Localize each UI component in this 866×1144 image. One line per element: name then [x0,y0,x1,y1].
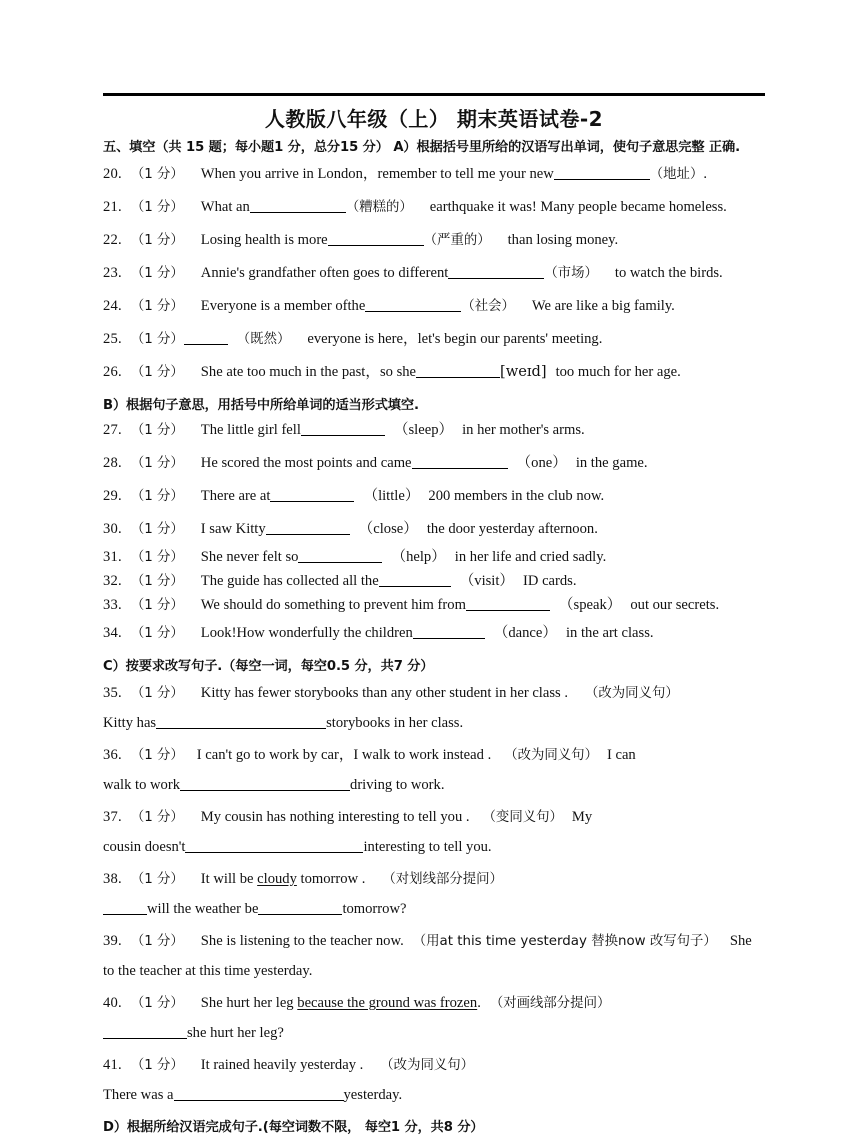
question-41-line2-pre: There was a [103,1087,174,1103]
question-29 [103,486,771,507]
question-32 [103,571,771,592]
question-39-tail: She [729,933,752,949]
question-39-instruction: （用at this time yesterday 替换now 改写句子） [412,934,717,949]
question-30-number: 30. [103,521,122,537]
question-23-post: to watch the birds. [614,265,723,281]
question-28-post: in the game. [575,455,648,471]
question-21-marks: （1 分） [130,200,184,215]
question-20-post: . [703,166,707,182]
question-37-instruction: （变同义句） [482,810,563,825]
question-38-blank-1[interactable] [103,901,147,915]
question-25-number: 25. [103,331,122,347]
question-33-blank[interactable] [466,597,550,611]
question-24-number: 24. [103,298,122,314]
question-28-blank[interactable] [412,455,508,469]
question-24 [103,296,771,317]
question-33-number: 33. [103,597,122,613]
question-36-marks: （1 分） [130,748,184,763]
question-39-number: 39. [103,933,122,949]
question-35-line1: Kitty has fewer storybooks than any other student in her class . [200,685,568,701]
question-22-post: than losing money. [507,232,619,248]
question-32-marks: （1 分） [130,574,184,589]
question-27-blank[interactable] [301,422,385,436]
question-36-line2-post: driving to work. [350,777,445,793]
question-26-pre: She ate too much in the past，so she [200,364,417,380]
question-20-marks: （1 分） [130,167,184,182]
question-29-pre: There are at [200,488,271,504]
question-34 [103,623,771,644]
question-40-line1-pre: She hurt her leg [200,995,294,1011]
section-five-header: 五、填空（共 15 题；每小题1 分，总分15 分） A）根据括号里所给的汉语写出单词，使句子意思完整 正确. [103,140,741,155]
question-23-hint: （市场） [544,266,598,281]
question-37-marks: （1 分） [130,810,184,825]
question-24-hint: （社会） [461,299,515,314]
question-29-post: 200 members in the club now. [428,488,605,504]
question-32-post: ID cards. [523,573,577,589]
question-38-underlined-text: cloudy [257,871,297,887]
question-22-hint: （严重的） [423,233,491,248]
question-21-blank[interactable] [250,199,346,213]
question-30-pre: I saw Kitty [200,521,266,537]
question-27-post: in her mother's arms. [462,422,585,438]
question-31-post: in her life and cried sadly. [454,549,607,565]
question-31 [103,547,771,568]
question-41-marks: （1 分） [130,1058,184,1073]
question-26-number: 26. [103,364,122,380]
question-37-blank[interactable] [185,839,363,853]
question-28-number: 28. [103,455,122,471]
question-31-marks: （1 分） [130,550,184,565]
question-27-hint: （sleep） [393,422,454,438]
question-29-marks: （1 分） [130,489,184,504]
question-40-underlined-text: because the ground was frozen [297,995,478,1011]
page-title: 人教版八年级（上） 期末英语试卷-2 [264,107,604,131]
question-21 [103,197,771,218]
question-34-blank[interactable] [413,625,485,639]
question-25-post: everyone is here，let's begin our parents' meeting. [307,331,603,347]
question-34-post: in the art class. [565,625,654,641]
question-35-blank[interactable] [156,715,326,729]
question-28-pre: He scored the most points and came [200,455,412,471]
question-31-hint: （help） [391,549,446,565]
question-22-blank[interactable] [328,232,424,246]
question-40-line2-post: she hurt her leg? [187,1025,284,1041]
question-37-tail: My [571,809,593,825]
question-22-number: 22. [103,232,122,248]
question-20-hint: （地址） [649,167,704,182]
question-33-pre: We should do something to prevent him from [200,597,466,613]
question-30 [103,519,771,540]
question-36-answer-line [103,775,771,795]
question-23-number: 23. [103,265,122,281]
question-39-marks: （1 分） [130,934,184,949]
question-23-marks: （1 分） [130,266,184,281]
section-d-header: D）根据所给汉语完成句子.(每空词数不限， 每空1 分，共8 分） [103,1120,484,1135]
question-38-line2-mid: will the weather be [147,901,259,917]
header-rule [103,93,765,96]
question-31-blank[interactable] [298,549,382,563]
question-20-number: 20. [103,166,122,182]
question-21-hint: （糟糕的） [345,200,413,215]
question-38-blank-2[interactable] [258,901,342,915]
question-36-instruction: （改为同义句） [504,748,598,763]
question-31-pre: She never felt so [200,549,299,565]
question-24-post: We are like a big family. [531,298,675,314]
question-37-number: 37. [103,809,122,825]
question-30-hint: （close） [358,521,418,537]
question-22-marks: （1 分） [130,233,184,248]
question-24-pre: Everyone is a member ofthe [200,298,366,314]
question-38-instruction: （对划线部分提问） [382,872,503,887]
question-41-blank[interactable] [174,1087,344,1101]
question-41-instruction: （改为同义句） [380,1058,475,1073]
question-36-number: 36. [103,747,122,763]
question-22-pre: Losing health is more [200,232,328,248]
question-24-blank[interactable] [365,298,461,312]
section-b-header: B）根据句子意思，用括号中所给单词的适当形式填空. [103,398,419,413]
question-27-pre: The little girl fell [200,422,301,438]
question-21-pre: What an [200,199,250,215]
question-41-line2-post: yesterday. [343,1087,403,1103]
question-38-line1-pre: It will be [200,871,254,887]
question-36 [103,745,771,795]
question-35-marks: （1 分） [130,686,184,701]
question-26-post: too much for her age. [555,364,681,380]
question-34-hint: （dance） [493,625,557,641]
question-36-line2-pre: walk to work [103,777,181,793]
question-23-pre: Annie's grandfather often goes to different [200,265,449,281]
question-41-line1: It rained heavily yesterday . [200,1057,364,1073]
question-32-pre: The guide has collected all the [200,573,379,589]
question-25 [103,329,771,350]
question-28-marks: （1 分） [130,456,184,471]
question-33-hint: （speak） [558,597,622,613]
question-38-answer-line [103,899,771,919]
question-23-blank[interactable] [448,265,544,279]
question-26-phonetic: [weɪd] [500,363,547,380]
question-35-instruction: （改为同义句） [585,686,679,701]
question-26-marks: （1 分） [130,365,184,380]
question-38-line2-post: tomorrow? [342,901,407,917]
question-30-post: the door yesterday afternoon. [426,521,598,537]
question-34-number: 34. [103,625,122,641]
question-38-line1-post: tomorrow . [300,871,366,887]
question-27-number: 27. [103,422,122,438]
question-21-number: 21. [103,199,122,215]
question-36-blank[interactable] [180,777,350,791]
question-23 [103,263,771,284]
question-35-number: 35. [103,685,122,701]
question-37 [103,807,771,857]
question-28 [103,453,771,474]
question-29-blank[interactable] [270,488,354,502]
question-37-line2-post: interesting to tell you. [363,839,492,855]
question-35-line2-post: storybooks in her class. [326,715,464,731]
question-26 [103,362,771,383]
question-35 [103,683,771,733]
question-20-pre: When you arrive in London，remember to tell me your new [200,166,554,182]
question-32-blank[interactable] [379,573,451,587]
question-41 [103,1055,771,1105]
question-31-number: 31. [103,549,122,565]
question-24-marks: （1 分） [130,299,184,314]
question-36-line1: I can't go to work by car，I walk to work instead . [196,747,492,763]
question-33 [103,595,771,616]
question-40-blank[interactable] [103,1025,187,1039]
question-38-number: 38. [103,871,122,887]
question-39-line2: to the teacher at this time yesterday. [103,963,313,979]
question-29-hint: （little） [363,488,420,504]
question-27-marks: （1 分） [130,423,184,438]
question-30-blank[interactable] [266,521,350,535]
question-36-tail: I can [606,747,636,763]
question-40-number: 40. [103,995,122,1011]
question-37-line1: My cousin has nothing interesting to tell you . [200,809,470,825]
question-32-hint: （visit） [459,573,515,589]
question-37-answer-line [103,837,771,857]
question-40-marks: （1 分） [130,996,184,1011]
question-33-marks: （1 分） [130,598,184,613]
question-40-answer-line [103,1023,771,1043]
question-25-blank[interactable] [184,331,228,345]
section-c-header: C）按要求改写句子.（每空一词，每空0.5 分，共7 分） [103,659,434,674]
question-35-answer-line [103,713,771,733]
question-20-blank[interactable] [554,166,650,180]
question-33-post: out our secrets. [630,597,720,613]
question-25-marks: （1 分） [130,332,184,347]
question-39 [103,931,771,981]
question-34-pre: Look!How wonderfully the children [200,625,413,641]
question-30-marks: （1 分） [130,522,184,537]
question-34-marks: （1 分） [130,626,184,641]
question-37-line2-pre: cousin doesn't [103,839,186,855]
question-40-line1-post: . [477,995,481,1011]
exam-body [103,137,771,1144]
question-40-instruction: （对画线部分提问） [489,996,611,1011]
question-28-hint: （one） [516,455,567,471]
question-38 [103,869,771,919]
question-21-post: earthquake it was! Many people became homeless. [429,199,727,215]
question-22 [103,230,771,251]
question-40 [103,993,771,1043]
question-35-line2-pre: Kitty has [103,715,157,731]
question-32-number: 32. [103,573,122,589]
question-38-marks: （1 分） [130,872,184,887]
question-20 [103,164,771,185]
question-25-hint: （既然） [236,332,291,347]
question-29-number: 29. [103,488,122,504]
question-41-answer-line [103,1085,771,1105]
question-26-blank[interactable] [416,364,500,378]
question-27 [103,420,771,441]
question-39-line1: She is listening to the teacher now. [200,933,404,949]
question-41-number: 41. [103,1057,122,1073]
question-39-answer-line [103,961,771,981]
